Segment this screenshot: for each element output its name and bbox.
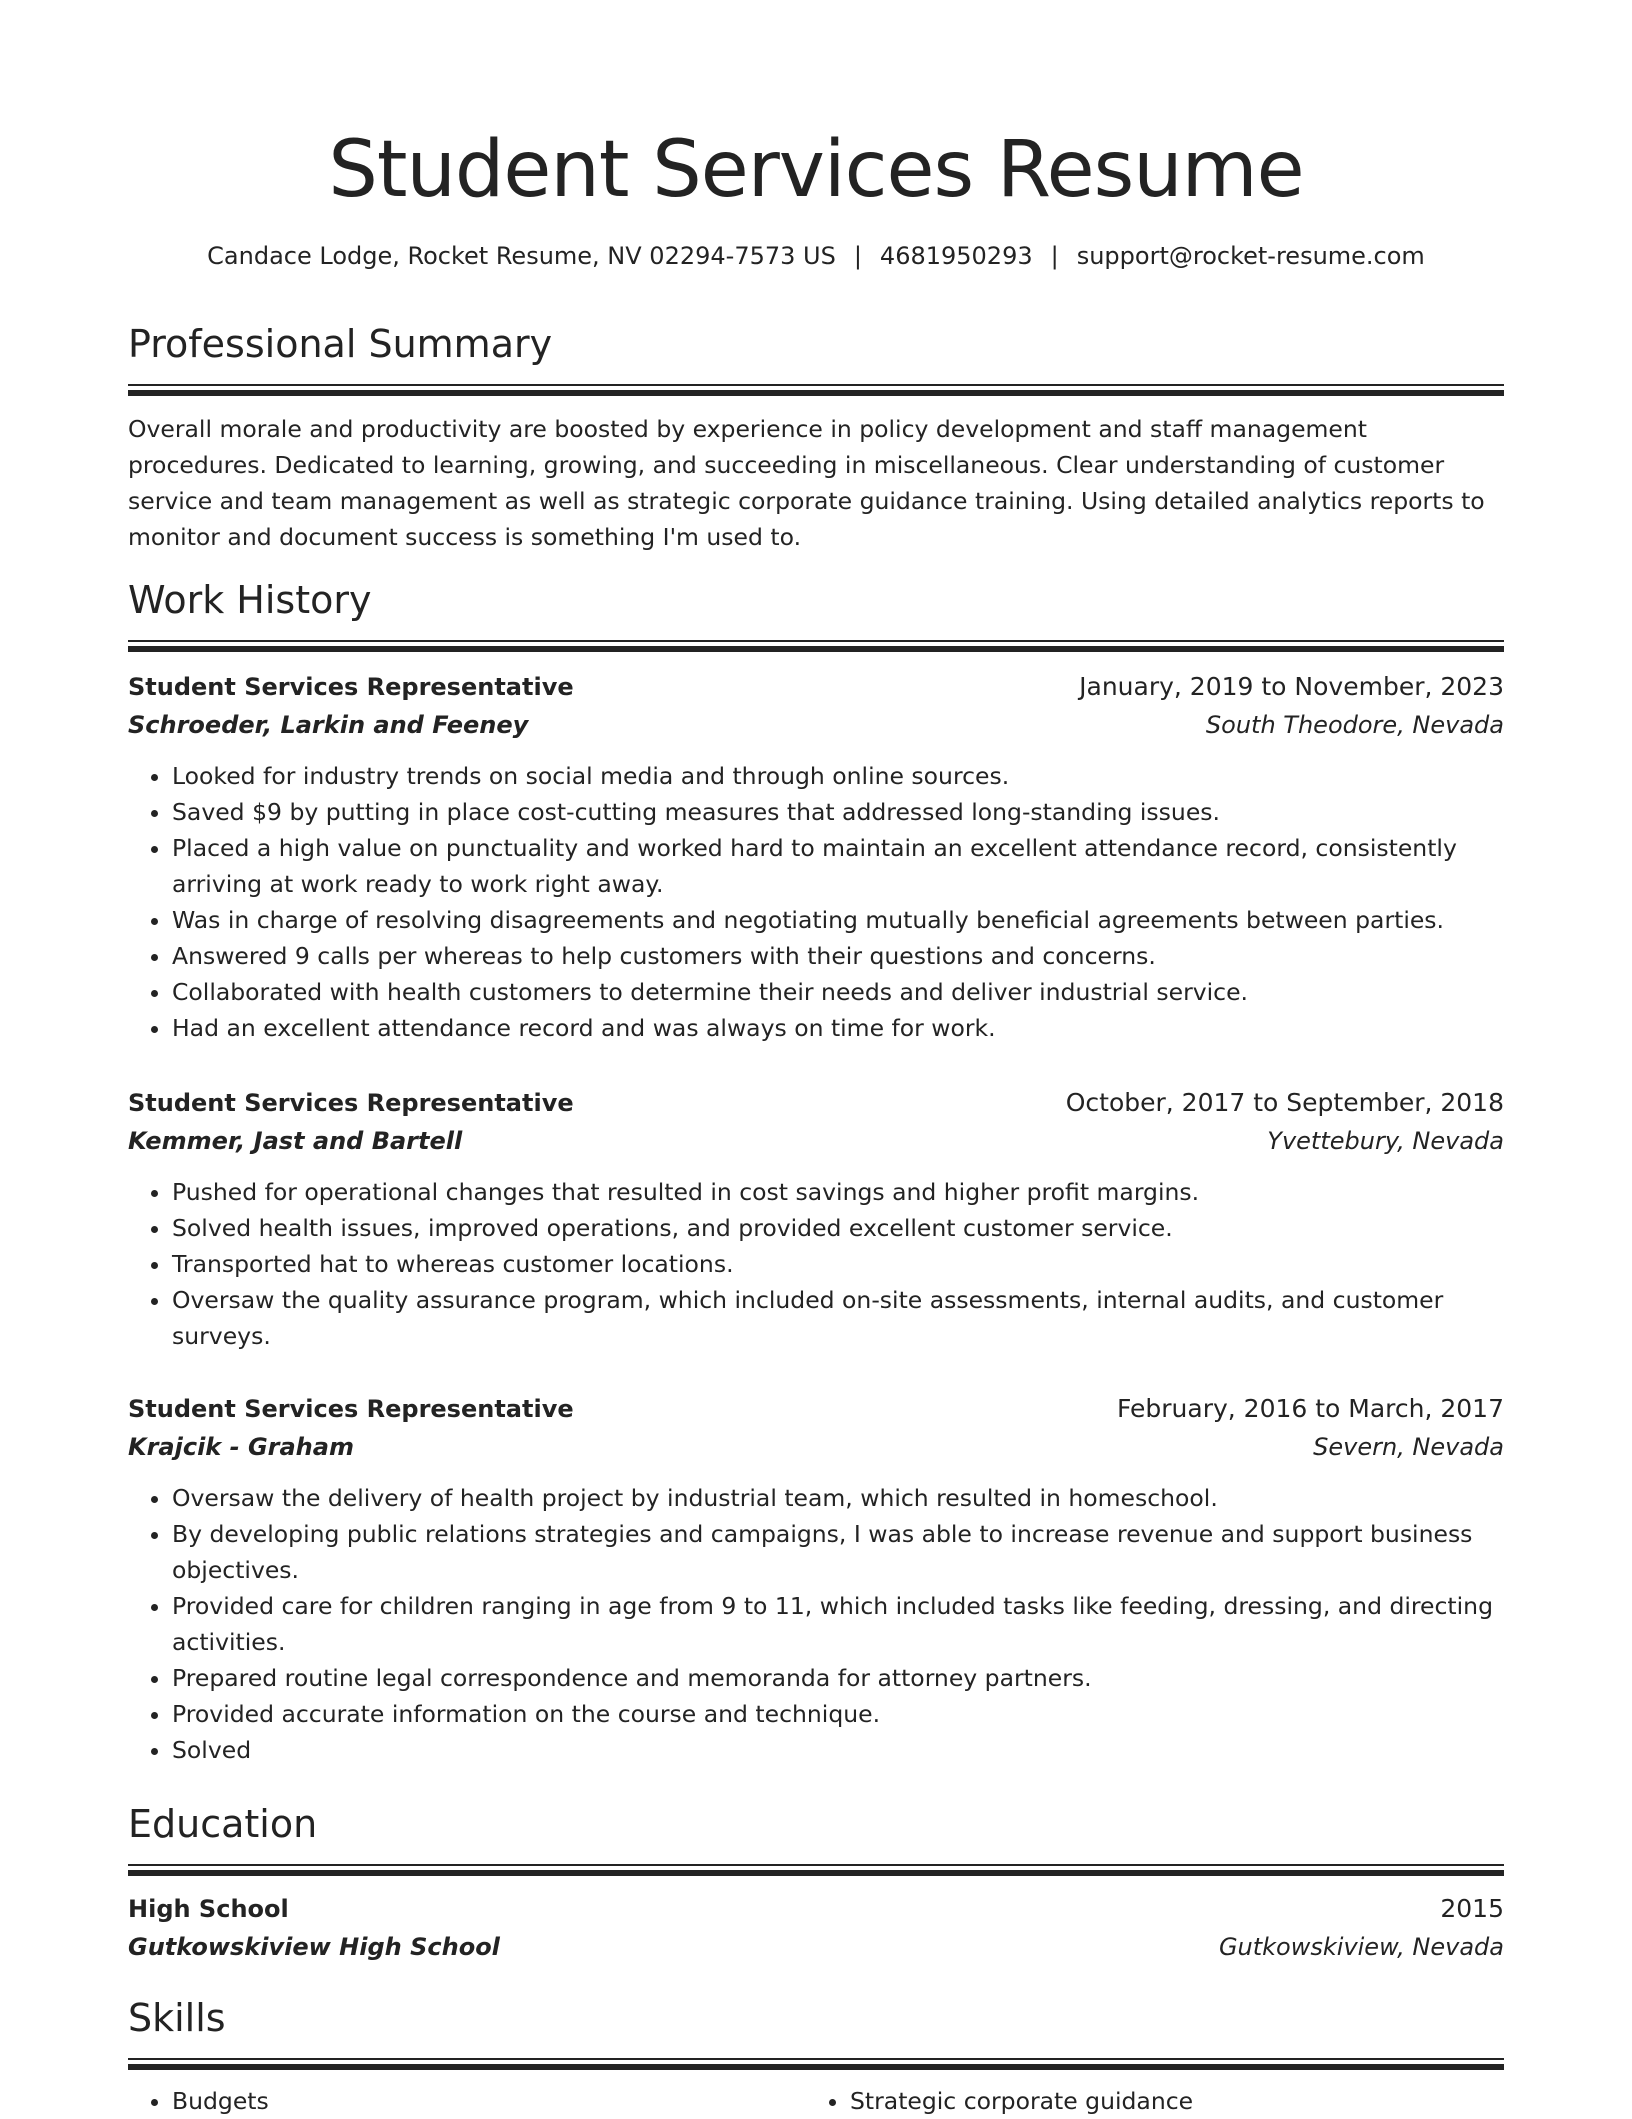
- skills-list-right: [806, 2083, 1484, 2119]
- resume-title: Student Services Resume: [328, 125, 1304, 215]
- bullet-item: • Solved health issues, improved operations, and provided excellent customer service.: [172, 1210, 1504, 1246]
- job-entry: [128, 1084, 1504, 1354]
- bullet-item: • Pushed for operational changes that resulted in cost savings and higher profit margins.: [172, 1174, 1504, 1210]
- job-location: Yvettebury, Nevada: [1267, 1127, 1504, 1155]
- section-divider: [128, 1864, 1504, 1875]
- job-location: South Theodore, Nevada: [1205, 711, 1504, 739]
- education-entry: [128, 1890, 1504, 1966]
- contact-separator: |: [1050, 242, 1059, 270]
- education-degree: High School: [128, 1895, 289, 1923]
- bullet-item: • Oversaw the quality assurance program, which included on-site assessments, internal audits, and customer surveys.: [172, 1282, 1504, 1354]
- contact-line: [128, 238, 1504, 274]
- job-dates: October, 2017 to September, 2018: [1065, 1088, 1504, 1117]
- bullet-item: • Prepared routine legal correspondence and memoranda for attorney partners.: [172, 1660, 1504, 1696]
- bullet-item: • Transported hat to whereas customer locations.: [172, 1246, 1504, 1282]
- bullet-item: • Oversaw the delivery of health project by industrial team, which resulted in homeschool.: [172, 1480, 1504, 1516]
- contact-phone: 4681950293: [879, 242, 1033, 270]
- bullet-item: • Had an excellent attendance record and was always on time for work.: [172, 1010, 1504, 1046]
- education-section: [128, 1798, 1504, 1875]
- section-heading: Professional Summary: [128, 322, 553, 366]
- work-history-section: [128, 574, 1504, 651]
- education-location: Gutkowskiview, Nevada: [1218, 1933, 1504, 1961]
- section-heading: Education: [128, 1802, 318, 1846]
- education-year: 2015: [1440, 1894, 1504, 1923]
- job-title: Student Services Representative: [128, 673, 574, 701]
- job-bullets: [128, 1174, 1504, 1354]
- section-heading: Work History: [128, 578, 372, 622]
- job-dates: February, 2016 to March, 2017: [1116, 1394, 1504, 1423]
- job-dates: January, 2019 to November, 2023: [1079, 672, 1504, 701]
- job-entry: [128, 668, 1504, 1046]
- section-divider: [128, 2058, 1504, 2069]
- skills-columns: [128, 2083, 1504, 2119]
- job-title: Student Services Representative: [128, 1395, 574, 1423]
- skill-item: • Budgets: [172, 2083, 806, 2119]
- skills-list-left: [128, 2083, 806, 2119]
- job-company: Krajcik - Graham: [128, 1433, 354, 1461]
- section-divider: [128, 384, 1504, 395]
- bullet-item: • Provided care for children ranging in age from 9 to 11, which included tasks like feeding, dressing, and directing activities.: [172, 1588, 1504, 1660]
- bullet-item: • Provided accurate information on the course and technique.: [172, 1696, 1504, 1732]
- summary-section: [128, 318, 1504, 555]
- section-heading: Skills: [128, 1996, 226, 2040]
- education-school: Gutkowskiview High School: [128, 1933, 500, 1961]
- job-company: Kemmer, Jast and Bartell: [128, 1127, 463, 1155]
- contact-separator: |: [853, 242, 862, 270]
- bullet-item: • Solved: [172, 1732, 1504, 1768]
- job-location: Severn, Nevada: [1313, 1433, 1504, 1461]
- section-divider: [128, 640, 1504, 651]
- bullet-item: • Saved $9 by putting in place cost-cutting measures that addressed long-standing issues.: [172, 794, 1504, 830]
- skills-section: [128, 1992, 1504, 2119]
- bullet-item: • Placed a high value on punctuality and worked hard to maintain an excellent attendance record, consistently arriving at work ready to work right away.: [172, 830, 1504, 902]
- summary-text: Overall morale and productivity are boosted by experience in policy development and staff management procedures. Dedicated to learning, growing, and succeeding in miscellaneous. Clear understanding of customer service and team management as well as strategic corporate guidance training. Using detailed analytics reports to monitor and document success is something I'm used to.: [128, 415, 1485, 551]
- bullet-item: • Was in charge of resolving disagreements and negotiating mutually beneficial agreements between parties.: [172, 902, 1504, 938]
- bullet-item: • By developing public relations strategies and campaigns, I was able to increase revenue and support business objectives.: [172, 1516, 1504, 1588]
- bullet-item: • Collaborated with health customers to determine their needs and deliver industrial service.: [172, 974, 1504, 1010]
- skill-item: • Strategic corporate guidance: [850, 2083, 1484, 2119]
- contact-address: Candace Lodge, Rocket Resume, NV 02294-7573 US: [207, 242, 836, 270]
- job-bullets: [128, 758, 1504, 1046]
- contact-email: support@rocket-resume.com: [1076, 242, 1425, 270]
- job-entry: [128, 1390, 1504, 1768]
- job-bullets: [128, 1480, 1504, 1768]
- bullet-item: • Answered 9 calls per whereas to help customers with their questions and concerns.: [172, 938, 1504, 974]
- job-company: Schroeder, Larkin and Feeney: [128, 711, 529, 739]
- job-title: Student Services Representative: [128, 1089, 574, 1117]
- bullet-item: • Looked for industry trends on social media and through online sources.: [172, 758, 1504, 794]
